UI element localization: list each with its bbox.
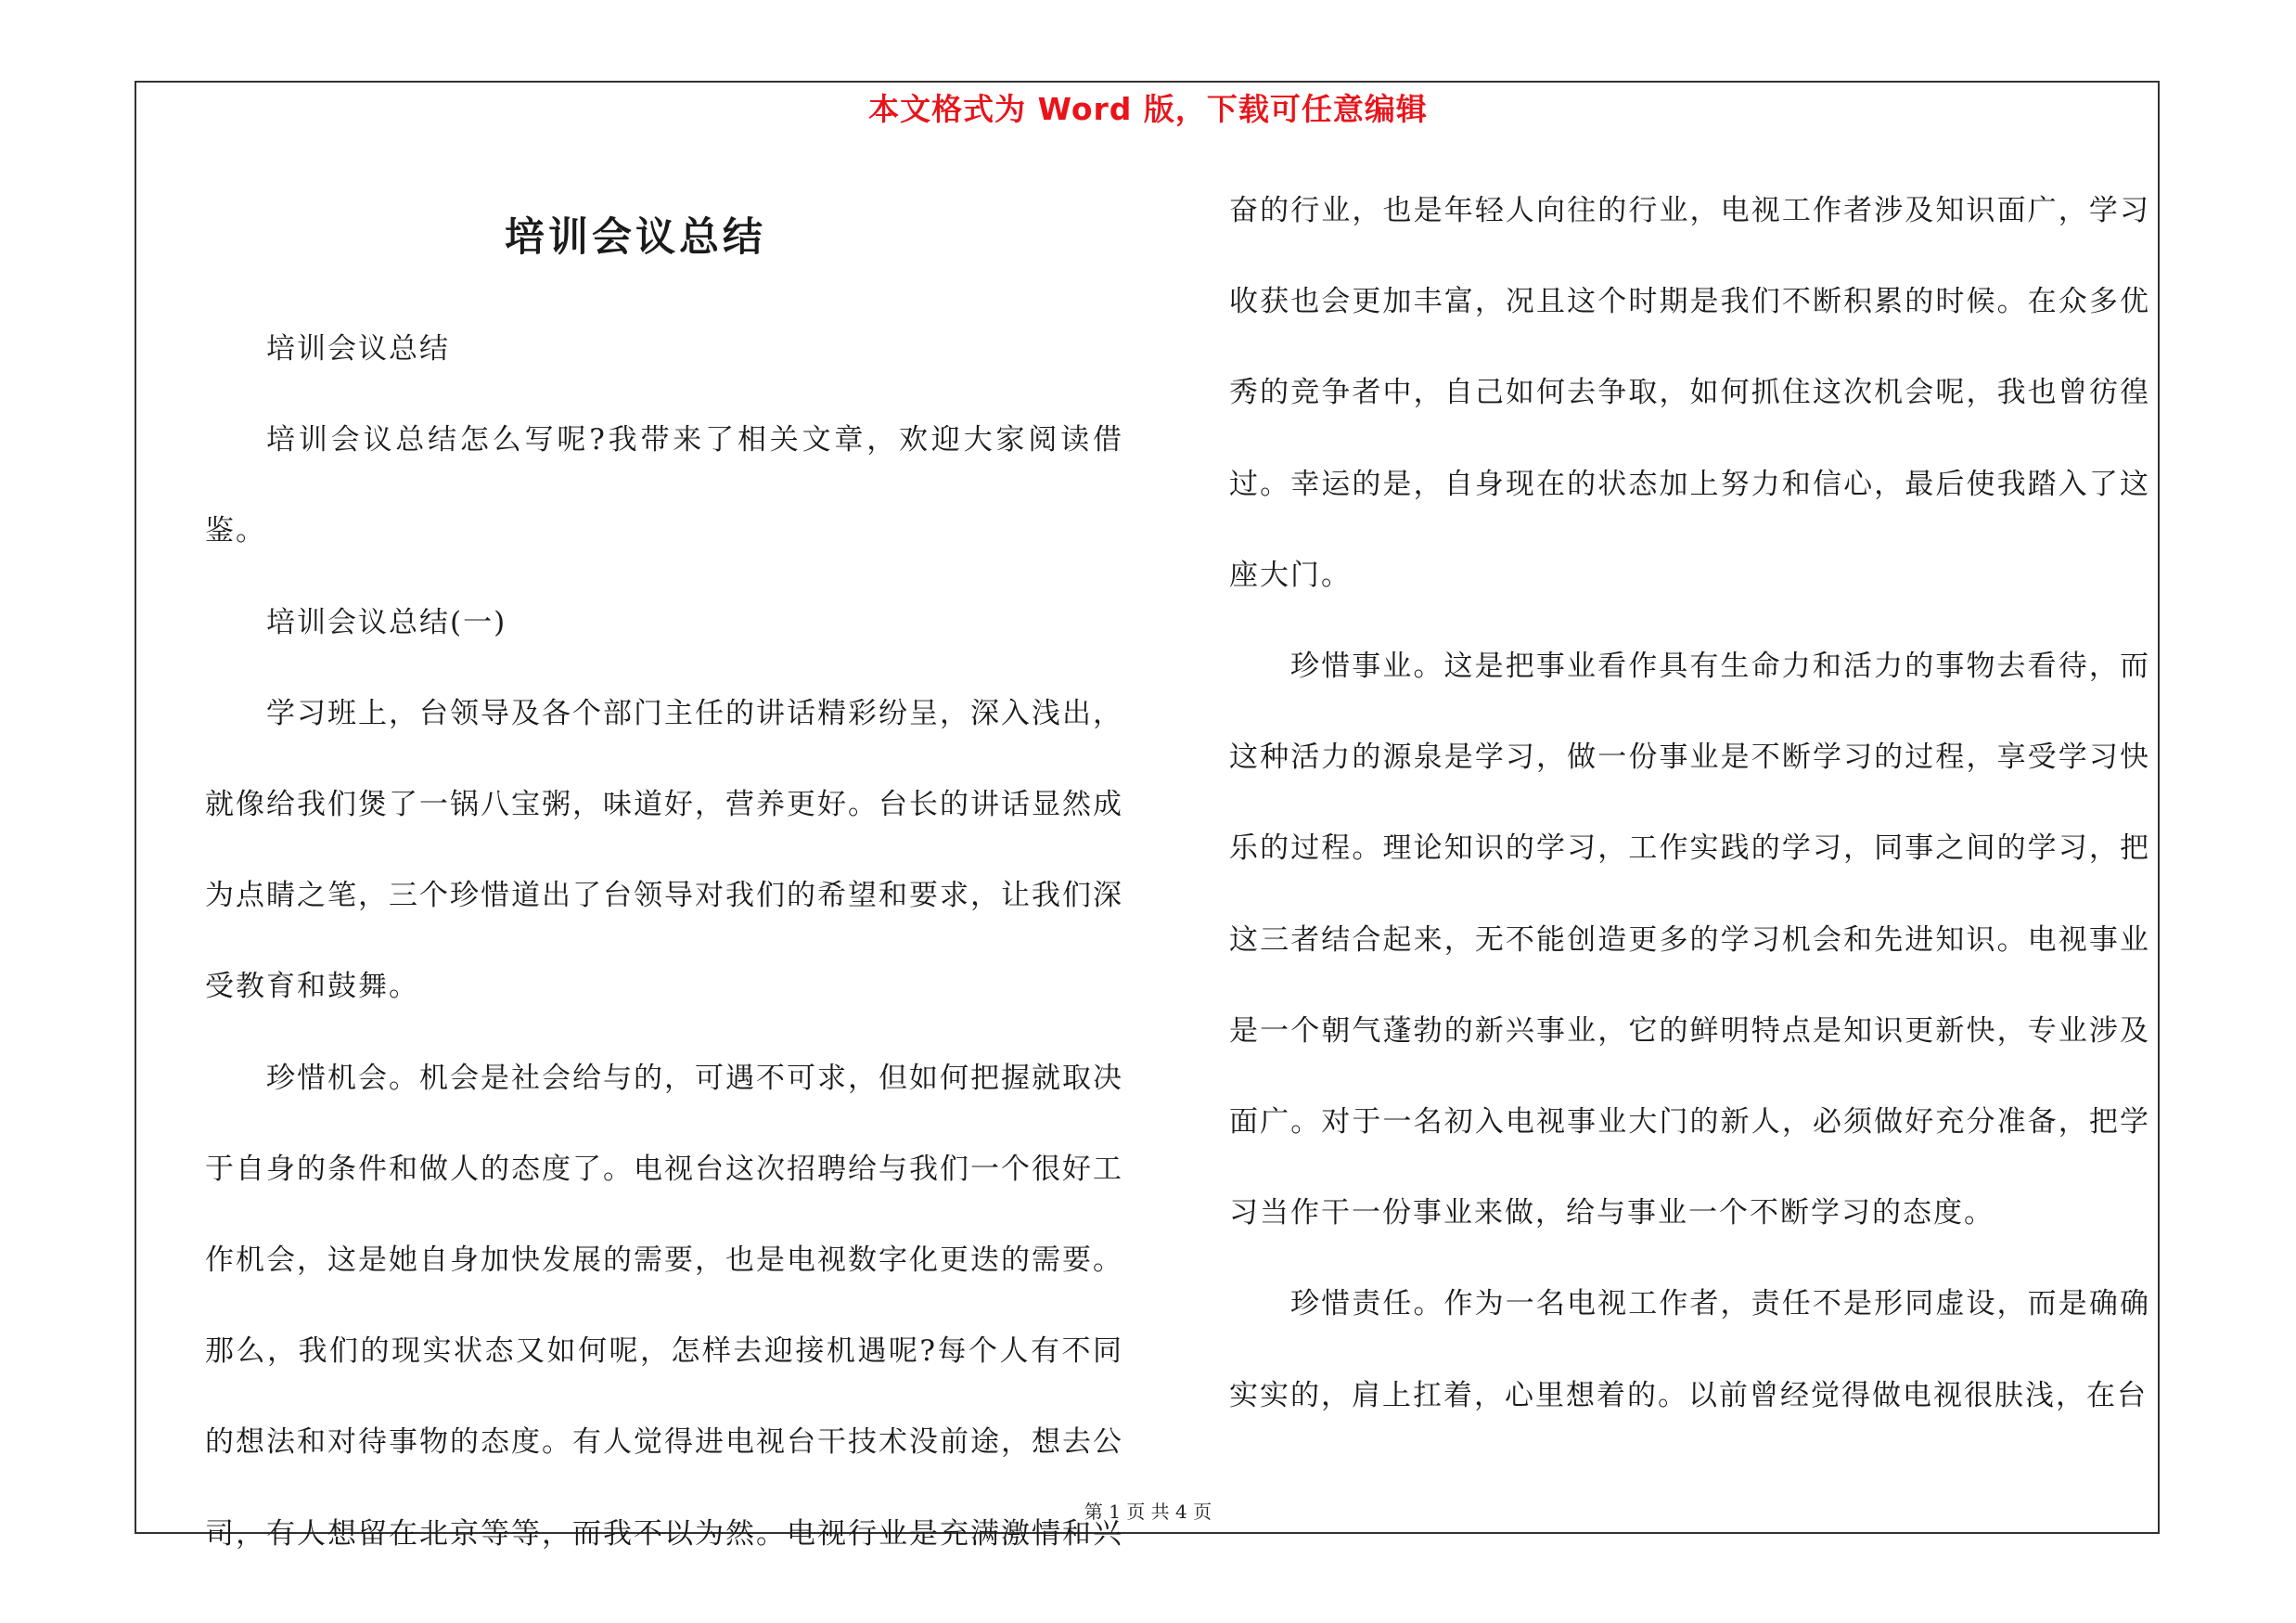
footer-suffix: 页	[1193, 1501, 1212, 1523]
subtitle-paragraph: 培训会议总结	[266, 332, 450, 366]
footer-middle: 页 共	[1126, 1501, 1170, 1523]
body-paragraph: 珍惜事业。这是把事业看作具有生命力和活力的事物去看待，而这种活力的源泉是学习，做一份事业是不断学习的过程，享受学习快乐的过程。理论知识的学习，工作实践的学习，同事之间的学习，把这三者结合起来，无不能创造更多的学习机会和先进知识。电视事业是一个朝气蓬勃的新兴事业，它的鲜明特点是知识更新快，专业涉及面广。对于一名初入电视事业大门的新人，必须做好充分准备，把学习当作干一份事业来做，给与事业一个不断学习的态度。	[1229, 650, 2150, 1230]
current-page-number: 1	[1109, 1501, 1121, 1523]
section-heading: 培训会议总结(一)	[266, 605, 507, 639]
left-text-column	[205, 303, 1123, 1579]
document-title: 培训会议总结	[505, 214, 766, 261]
body-paragraph-continued: 奋的行业，也是年轻人向往的行业，电视工作者涉及知识面广，学习收获也会更加丰富，况且这个时期是我们不断积累的时候。在众多优秀的竞争者中，自己如何去争取，如何抓住这次机会呢，我也曾彷徨过。幸运的是，自身现在的状态加上努力和信心，最后使我踏入了这座大门。	[1229, 194, 2150, 592]
page-footer	[0, 1497, 2296, 1524]
footer-prefix: 第	[1084, 1501, 1103, 1523]
body-paragraph: 珍惜责任。作为一名电视工作者，责任不是形同虚设，而是确确实实的，肩上扛着，心里想着的。以前曾经觉得做电视很肤浅，在台	[1229, 1287, 2150, 1412]
right-text-column	[1229, 165, 2150, 1441]
total-page-count: 4	[1175, 1501, 1187, 1523]
format-notice-banner: 本文格式为 Word 版，下载可任意编辑	[868, 91, 1428, 127]
body-paragraph: 珍惜机会。机会是社会给与的，可遇不可求，但如何把握就取决于自身的条件和做人的态度了。电视台这次招聘给与我们一个很好工作机会，这是她自身加快发展的需要，也是电视数字化更迭的需要。那么，我们的现实状态又如何呢，怎样去迎接机遇呢?每个人有不同的想法和对待事物的态度。有人觉得进电视台干技术没前途，想去公司，有人想留在北京等等，而我不以为然。电视行业是充满激情和兴	[205, 1061, 1123, 1551]
body-paragraph: 学习班上，台领导及各个部门主任的讲话精彩纷呈，深入浅出，就像给我们煲了一锅八宝粥，味道好，营养更好。台长的讲话显然成为点睛之笔，三个珍惜道出了台领导对我们的希望和要求，让我们深受教育和鼓舞。	[205, 696, 1123, 1004]
intro-paragraph: 培训会议总结怎么写呢?我带来了相关文章，欢迎大家阅读借鉴。	[205, 423, 1123, 548]
